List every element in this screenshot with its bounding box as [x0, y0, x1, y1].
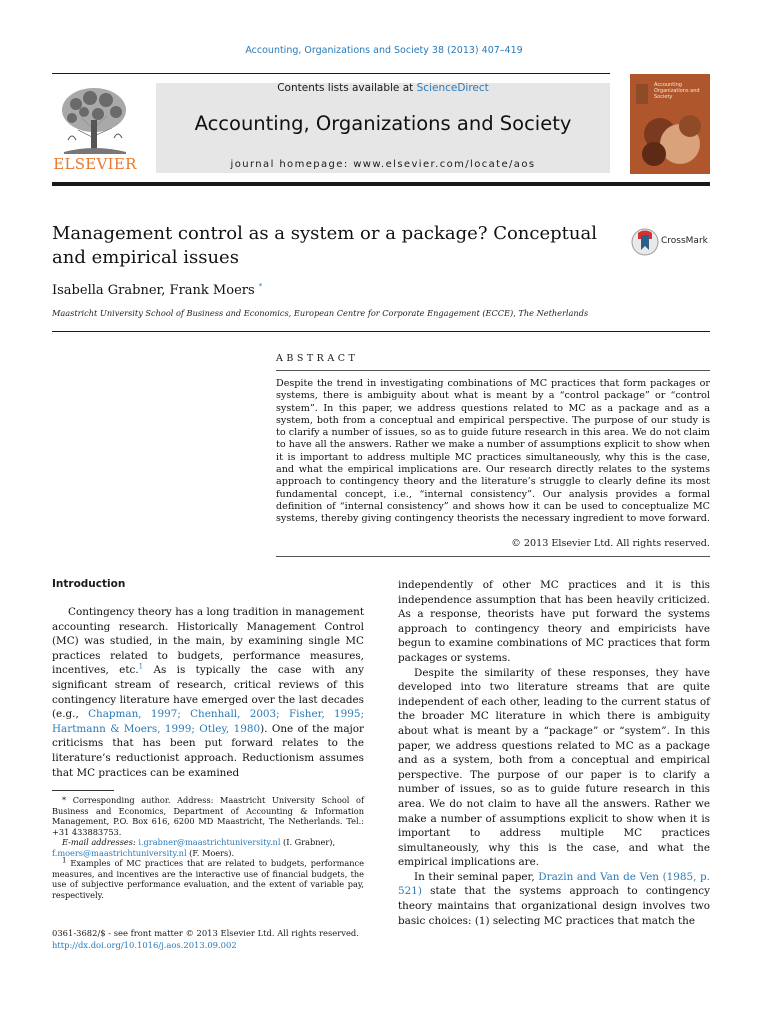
email-link-grabner[interactable]: i.grabner@maastrichtuniversity.nl [138, 837, 281, 847]
journal-cover-thumbnail[interactable] [630, 74, 710, 174]
publisher-wordmark: ELSEVIER [53, 155, 137, 173]
paragraph: Despite the similarity of these responses, they have developed into two literature streams that are quite independent of each other, leading to the current status of the broader MC literature in which there is ambiguity about what is meant by a “package” or “system”. In this paper, we address questions related to MC as a package and as a system, both from a conceptual and empirical perspective. The purpose of our paper is to clarify a number of issues, so as to guide future research in this area. We do not claim to have all the answers. Rather we make a number of assumptions explicit to show when it is important to address multiple MC practices simultaneously, why this is the case, and what the empirical implications are. [398, 666, 710, 869]
citation-link-drazin[interactable]: Drazin and Van de Ven (1985, p. 521) [398, 870, 710, 898]
footnote-emails [52, 837, 364, 858]
abstract-text: Despite the trend in investigating combinations of MC practices that form packages or systems, there is ambiguity about what is meant by a “control package” or “control system”. In this paper, we address questions related to MC as a package and as a system, both from a conceptual and empirical perspective. The purpose of our study is to clarify a number of issues, so as to guide future research in this area. We do not claim to have all the answers. Rather we make a number of assumptions explicit to show when it is important to address multiple MC practices simultaneously, why this is the case, and what the empirical implications are. Our research directly relates to the systems approach to contingency theory and the literature’s struggle to clearly define its most fundamental concept, i.e., “internal consistency”. Our analysis provides a formal definition of “internal consistency” and shows how it can be used to conceptualize MC systems, thereby giving contingency theorists the necessary ingredient to move forward. [276, 378, 710, 525]
footnote-1-mark: 1 [62, 856, 67, 865]
email-name-grabner: (I. Grabner), [280, 837, 336, 847]
paragraph [52, 605, 364, 780]
issn-line: 0361-3682/$ - see front matter © 2013 Elsevier Ltd. All rights reserved. [52, 928, 359, 938]
abstract-top-rule [276, 370, 710, 371]
footnote-ref-1[interactable]: 1 [138, 662, 144, 671]
copyright-notice: © 2013 Elsevier Ltd. All rights reserved. [511, 538, 710, 549]
author-list [52, 283, 262, 298]
crossmark-button[interactable] [631, 227, 713, 257]
author-names: Isabella Grabner, Frank Moers [52, 283, 255, 298]
abstract-heading: ABSTRACT [276, 353, 359, 364]
section-heading-introduction: Introduction [52, 578, 126, 590]
contents-prefix: Contents lists available at [277, 82, 417, 94]
journal-homepage[interactable]: journal homepage: www.elsevier.com/locate/aos [230, 159, 536, 170]
footnote-rule [52, 790, 114, 791]
citation-links[interactable]: Chapman, 1997; Chenhall, 2003; Fisher, 1995; Hartmann & Moers, 1999; Otley, 1980 [52, 708, 365, 735]
corresponding-author-mark[interactable]: * [258, 282, 263, 291]
body-column-right [398, 578, 710, 928]
doi-link[interactable]: http://dx.doi.org/10.1016/j.aos.2013.09.002 [52, 939, 237, 950]
footnote-1-text: Examples of MC practices that are related to budgets, performance measures, and incentives are the interactive use of financial budgets, the use of subjective performance evaluation, and the extent of variable pay, respectively. [52, 858, 364, 900]
paragraph-text: ). One of the major criticisms that has been put forward relates to the literature’s reductionist approach. Reductionism assumes that MC practices can be examined [52, 722, 364, 779]
header-top-rule [52, 73, 610, 74]
body-column-left [52, 605, 364, 780]
author-affiliation: Maastricht University School of Business and Economics, European Centre for Corporate Engagement (ECCE), The Netherlands [52, 308, 589, 318]
paragraph-text: state that the systems approach to contingency theory maintains that organizational design involves two basic choices: (1) selecting MC practices that match the [398, 885, 710, 927]
paragraph-text: In their seminal paper, [414, 870, 539, 883]
email-link-moers[interactable]: f.moers@maastrichtuniversity.nl [52, 847, 187, 858]
email-name-moers: (F. Moers). [186, 847, 235, 858]
abstract-bottom-rule [276, 556, 710, 557]
front-matter [52, 928, 359, 951]
journal-citation-link[interactable]: Accounting, Organizations and Society 38 (2013) 407–419 [245, 45, 523, 56]
footnote-1 [52, 858, 364, 900]
cover-title: Accounting Organizations and Society [654, 82, 700, 100]
crossmark-label: CrossMark [661, 236, 708, 246]
crossmark-icon [631, 227, 659, 257]
title-divider [52, 331, 710, 332]
paragraph: independently of other MC practices and it is this independence assumption that has been heavily criticized. As a response, theorists have put forward the systems approach to contingency theory and empiricists have begun to examine combinations of MC practices that form packages or systems. [398, 579, 710, 664]
journal-title: Accounting, Organizations and Society [194, 112, 572, 135]
footnote-corresponding: * Corresponding author. Address: Maastricht University School of Business and Economics, Department of Accounting & Information Management, P.O. Box 616, 6200 MD Maastricht, The Netherlands. Tel.: +31 433883753. [52, 795, 364, 837]
paragraph-text: As is typically the case with any significant stream of research, critical reviews of this contingency literature have emerged over the last decades (e.g., [52, 664, 364, 721]
contents-availability [156, 82, 610, 94]
footnotes [52, 795, 364, 900]
paragraph-text: Contingency theory has a long tradition in management accounting research. Historically Management Control (MC) was studied, in the main, by examining single MC practices related to budgets, performance measures, incentives, etc. [52, 606, 364, 677]
header-bottom-rule [52, 182, 710, 186]
sciencedirect-link[interactable]: ScienceDirect [416, 82, 489, 94]
article-title: Management control as a system or a package? Conceptual and empirical issues [52, 223, 597, 268]
paragraph [398, 870, 710, 928]
email-label: E-mail addresses: [62, 837, 136, 847]
